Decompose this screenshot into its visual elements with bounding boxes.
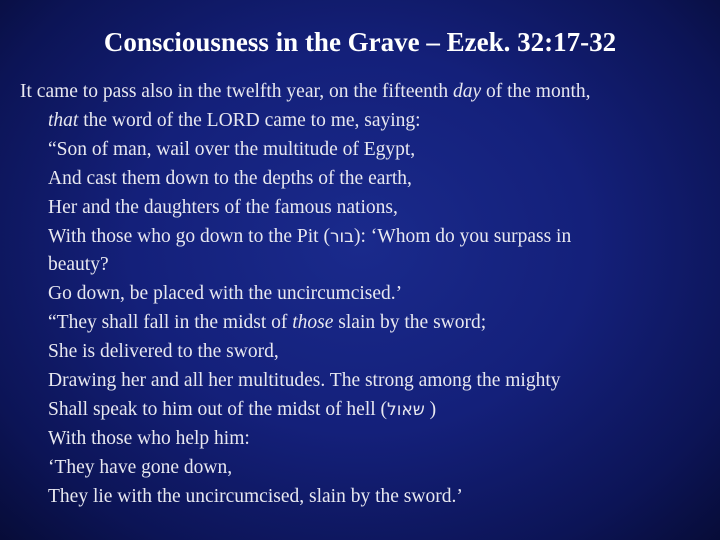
passage-line-5: Her and the daughters of the famous nations,: [48, 196, 398, 218]
passage-text: slain by the sword;: [333, 312, 487, 334]
passage-text: Shall speak to him out of the midst of hell (: [48, 398, 388, 420]
scripture-passage: [20, 78, 710, 512]
passage-line-6: [20, 223, 710, 252]
passage-line-4: And cast them down to the depths of the earth,: [48, 167, 412, 189]
slide-title: Consciousness in the Grave – Ezek. 32:17-32: [103, 27, 617, 57]
passage-line-1: [20, 78, 710, 107]
passage-text: With those who go down to the Pit (: [48, 225, 330, 247]
passage-text: the word of the LORD came to me, saying:: [78, 109, 421, 131]
passage-line-3: “Son of man, wail over the multitude of Egypt,: [48, 138, 416, 160]
passage-line-2: [20, 107, 710, 136]
passage-line-10: She is delivered to the sword,: [48, 341, 279, 363]
italic-word: day: [452, 81, 482, 102]
passage-line-14: ‘They have gone down,: [48, 456, 233, 478]
passage-text: “They shall fall in the midst of: [48, 312, 293, 334]
hebrew-word-sheol: שאול: [387, 399, 425, 420]
passage-line-9: [20, 309, 710, 338]
hebrew-word-bor: בור: [329, 226, 355, 247]
italic-word: those: [292, 312, 334, 334]
passage-line-11: Drawing her and all her multitudes. The strong among the mighty: [48, 370, 561, 392]
passage-line-7: beauty?: [48, 254, 109, 276]
passage-line-13: With those who help him:: [48, 427, 250, 449]
passage-text: ): [424, 398, 437, 420]
passage-line-15: They lie with the uncircumcised, slain by the sword.’: [48, 485, 463, 507]
passage-line-8: Go down, be placed with the uncircumcised.’: [48, 283, 403, 305]
italic-word: that: [48, 109, 79, 131]
passage-line-12: [20, 396, 710, 425]
passage-text: of the month,: [481, 81, 591, 102]
passage-text: ): ‘Whom do you surpass in: [354, 225, 572, 247]
passage-text: It came to pass also in the twelfth year, on the fifteenth: [20, 81, 453, 102]
